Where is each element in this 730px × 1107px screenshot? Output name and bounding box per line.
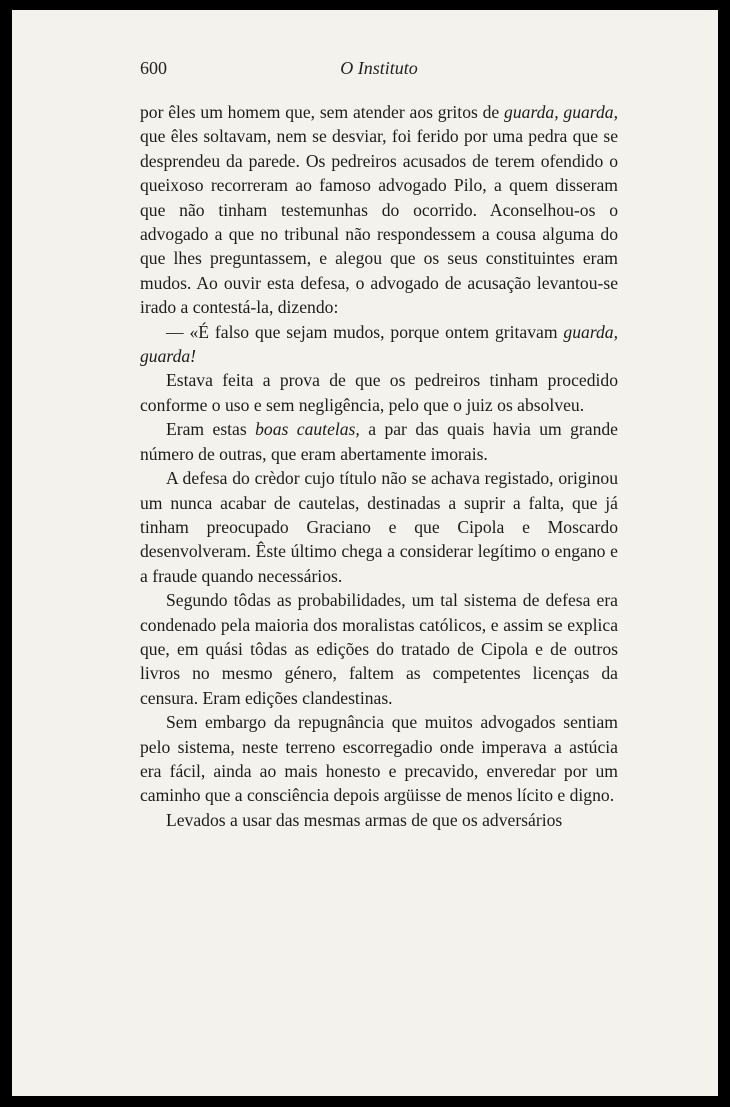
text-run: Segundo tôdas as probabilidades, um tal sistema de defesa era condenado pela maioria dos moralistas católicos, e assim se explica que, em quási tôdas as edições do tratado de Cipola e de outros livros no mesmo género, faltem as competentes licenças da censura. Eram edições clandestinas. (140, 590, 618, 708)
paragraph (140, 466, 618, 588)
paragraph (140, 588, 618, 710)
text-run: que êles soltavam, nem se desviar, foi ferido por uma pedra que se desprendeu da parede. Os pedreiros acusados de terem ofendido o queixoso recorreram ao famoso advogado Pilo, a quem disseram que não tinham testemunhas do ocorrido. Aconselhou-os o advogado a que no tribunal não respondessem a cousa alguma do que lhes preguntassem, e alegou que os seus constituintes eram mudos. Ao ouvir esta defesa, o advogado de acusação levantou-se irado a contestá-la, dizendo: (140, 126, 618, 318)
running-title: O Instituto (340, 58, 418, 78)
paragraph (140, 710, 618, 808)
italic-phrase: guarda, guarda! (140, 321, 618, 367)
text-run: Estava feita a prova de que os pedreiros tinham procedido conforme o uso e sem negligência, pelo que o juiz os absolveu. (140, 370, 618, 415)
text-run: por êles um homem que, sem atender aos gritos de (140, 102, 505, 122)
paragraph (140, 417, 618, 466)
body-text (140, 100, 618, 832)
paragraph (140, 320, 618, 369)
paragraph (140, 808, 618, 832)
text-run: Eram estas (166, 419, 256, 440)
text-run: A defesa do crèdor cujo título não se achava registado, originou um nunca acabar de cautelas, destinadas a suprir a falta, que já tinham preocupado Graciano e que Cipola e Moscardo desenvolveram. Êste último chega a considerar legítimo o engano e a fraude quando necessários. (140, 468, 618, 586)
page-number: 600 (140, 58, 167, 78)
italic-phrase: boas cautelas, (255, 419, 360, 440)
italic-phrase: guarda, guarda, (504, 102, 618, 122)
text-run: Levados a usar das mesmas armas de que os adversários (166, 809, 563, 830)
paragraph (140, 100, 618, 320)
text-run: a par das quais havia um grande número de outras, que eram abertamente imorais. (140, 419, 618, 464)
text-run: Sem embargo da repugnância que muitos advogados sentiam pelo sistema, neste terreno escorregadio onde imperava a astúcia era fácil, ainda ao mais honesto e precavido, enveredar por um caminho que a consciência depois argüisse de menos lícito e digno. (140, 712, 618, 806)
page-header (140, 58, 618, 84)
paragraph (140, 368, 618, 417)
text-run: — «É falso que sejam mudos, porque ontem gritavam (166, 321, 564, 342)
